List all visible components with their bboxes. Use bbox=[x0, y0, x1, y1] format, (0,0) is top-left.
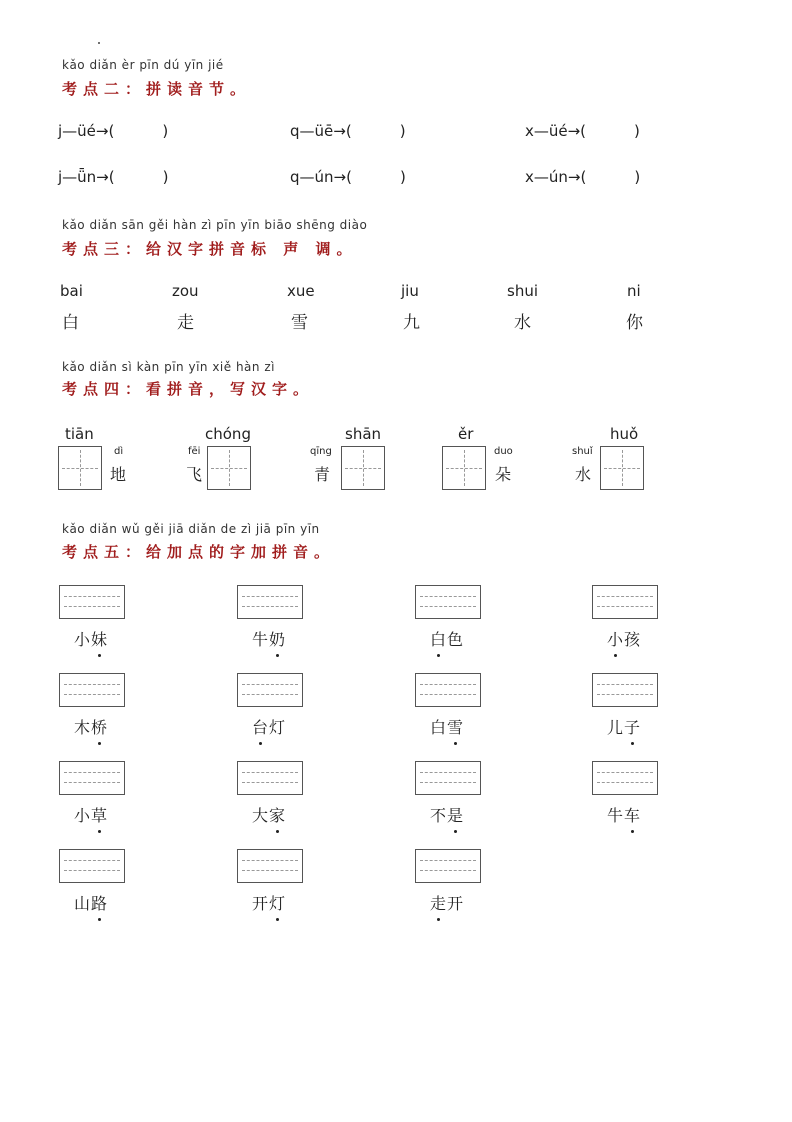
word-char-1: 小 bbox=[607, 627, 624, 650]
word-char-2: 桥 bbox=[91, 715, 108, 738]
word-char-2: 草 bbox=[91, 803, 108, 826]
word-char-1: 白 bbox=[430, 718, 448, 737]
answer-box[interactable] bbox=[59, 761, 125, 795]
word-char-2: 雪 bbox=[447, 715, 464, 738]
answer-box[interactable] bbox=[59, 673, 125, 707]
dotted-word bbox=[252, 891, 286, 914]
dotted-word bbox=[430, 891, 464, 914]
word-char-1: 大 bbox=[252, 806, 270, 825]
s3-hz-6: 你 bbox=[626, 313, 643, 333]
dotted-word bbox=[607, 803, 641, 826]
s2-r1-c3: x—üé→( ) bbox=[525, 122, 640, 140]
answer-box[interactable] bbox=[237, 673, 303, 707]
answer-box[interactable] bbox=[237, 849, 303, 883]
s3-py-2: zou bbox=[172, 282, 199, 300]
s3-hz-3: 雪 bbox=[291, 313, 308, 333]
s2-r1-c2: q—üē→( ) bbox=[290, 122, 406, 140]
answer-box[interactable] bbox=[415, 849, 481, 883]
word-char-1: 山 bbox=[74, 894, 92, 913]
section4-title: 考点四：看拼音，写汉字。 bbox=[62, 380, 315, 398]
s4-2-box-pinyin: chóng bbox=[205, 425, 251, 443]
s2-r2-c3: x—ún→( ) bbox=[525, 168, 641, 186]
dotted-word bbox=[607, 627, 641, 650]
s4-5-char: 水 bbox=[575, 465, 592, 484]
dotted-word bbox=[252, 803, 286, 826]
s4-5-char-pinyin: shuǐ bbox=[572, 446, 593, 457]
word-char-2: 车 bbox=[624, 803, 641, 826]
word-char-1: 走 bbox=[430, 891, 447, 914]
word-char-2: 开 bbox=[447, 894, 465, 913]
word-char-2: 妹 bbox=[91, 627, 108, 650]
s2-r2-c1: j—ǖn→( ) bbox=[58, 168, 169, 186]
s4-4-char: 朵 bbox=[495, 465, 512, 484]
answer-box[interactable] bbox=[415, 585, 481, 619]
dotted-word bbox=[74, 715, 108, 738]
s3-py-1: bai bbox=[60, 282, 83, 300]
word-char-1: 小 bbox=[74, 806, 92, 825]
word-char-2: 子 bbox=[624, 715, 641, 738]
answer-box[interactable] bbox=[237, 585, 303, 619]
word-char-2: 家 bbox=[269, 803, 286, 826]
word-char-1: 木 bbox=[74, 718, 92, 737]
answer-box[interactable] bbox=[592, 761, 658, 795]
s4-2-char: 飞 bbox=[186, 465, 203, 484]
word-char-1: 牛 bbox=[252, 630, 270, 649]
word-char-1: 牛 bbox=[607, 806, 625, 825]
dotted-word bbox=[430, 803, 464, 826]
dotted-word bbox=[430, 715, 464, 738]
answer-box[interactable] bbox=[59, 849, 125, 883]
s2-r2-c2: q—ún→( ) bbox=[290, 168, 406, 186]
answer-box[interactable] bbox=[415, 673, 481, 707]
s3-py-4: jiu bbox=[401, 282, 419, 300]
s3-py-6: ni bbox=[627, 282, 641, 300]
section2-pinyin: kǎo diǎn èr pīn dú yīn jié bbox=[62, 58, 224, 72]
dotted-word bbox=[74, 891, 108, 914]
s4-1-box-pinyin: tiān bbox=[65, 425, 94, 443]
dotted-word bbox=[252, 715, 286, 738]
s2-r1-c1: j—üé→( ) bbox=[58, 122, 169, 140]
answer-box[interactable] bbox=[237, 761, 303, 795]
s4-2-writing-box[interactable] bbox=[207, 446, 251, 490]
s4-3-writing-box[interactable] bbox=[341, 446, 385, 490]
s4-3-box-pinyin: shān bbox=[345, 425, 382, 443]
answer-box[interactable] bbox=[592, 585, 658, 619]
s4-1-writing-box[interactable] bbox=[58, 446, 102, 490]
word-char-2: 灯 bbox=[269, 718, 287, 737]
word-char-2: 是 bbox=[447, 803, 464, 826]
dotted-word bbox=[430, 627, 464, 650]
word-char-1: 小 bbox=[74, 630, 92, 649]
s3-py-3: xue bbox=[287, 282, 315, 300]
dotted-word bbox=[74, 627, 108, 650]
word-char-1: 开 bbox=[252, 894, 270, 913]
s4-3-char-pinyin: qīng bbox=[310, 446, 332, 457]
word-char-2: 奶 bbox=[269, 627, 286, 650]
stray-dot bbox=[98, 42, 100, 44]
word-char-2: 灯 bbox=[269, 891, 286, 914]
s4-2-char-pinyin: fēi bbox=[188, 446, 201, 457]
word-char-2: 孩 bbox=[624, 630, 642, 649]
answer-box[interactable] bbox=[415, 761, 481, 795]
s4-4-char-pinyin: duo bbox=[494, 446, 513, 457]
word-char-1: 台 bbox=[252, 715, 269, 738]
s4-3-char: 青 bbox=[314, 465, 331, 484]
section5-pinyin: kǎo diǎn wǔ gěi jiā diǎn de zì jiā pīn yīn bbox=[62, 522, 320, 536]
section4-pinyin: kǎo diǎn sì kàn pīn yīn xiě hàn zì bbox=[62, 360, 275, 374]
word-char-2: 色 bbox=[447, 630, 465, 649]
word-char-1: 儿 bbox=[607, 718, 625, 737]
s4-1-char: 地 bbox=[110, 465, 127, 484]
section3-pinyin: kǎo diǎn sān gěi hàn zì pīn yīn biāo shēng diào bbox=[62, 218, 368, 232]
answer-box[interactable] bbox=[592, 673, 658, 707]
word-char-1: 白 bbox=[430, 627, 447, 650]
section2-title: 考点二：拼读音节。 bbox=[62, 80, 252, 98]
s3-hz-5: 水 bbox=[514, 313, 531, 333]
s4-4-writing-box[interactable] bbox=[442, 446, 486, 490]
section5-title: 考点五：给加点的字加拼音。 bbox=[62, 543, 336, 561]
answer-box[interactable] bbox=[59, 585, 125, 619]
word-char-2: 路 bbox=[91, 891, 108, 914]
s3-py-5: shui bbox=[507, 282, 538, 300]
dotted-word bbox=[74, 803, 108, 826]
dotted-word bbox=[607, 715, 641, 738]
dotted-word bbox=[252, 627, 286, 650]
s4-5-box-pinyin: huǒ bbox=[610, 425, 639, 443]
s3-hz-4: 九 bbox=[403, 313, 420, 333]
s4-4-box-pinyin: ěr bbox=[458, 425, 474, 443]
word-char-1: 不 bbox=[430, 806, 448, 825]
s3-hz-1: 白 bbox=[62, 313, 79, 333]
s4-5-writing-box[interactable] bbox=[600, 446, 644, 490]
s4-1-char-pinyin: dì bbox=[114, 446, 124, 457]
section3-title: 考点三：给汉字拼音标 声 调。 bbox=[62, 240, 358, 258]
s3-hz-2: 走 bbox=[177, 313, 194, 333]
